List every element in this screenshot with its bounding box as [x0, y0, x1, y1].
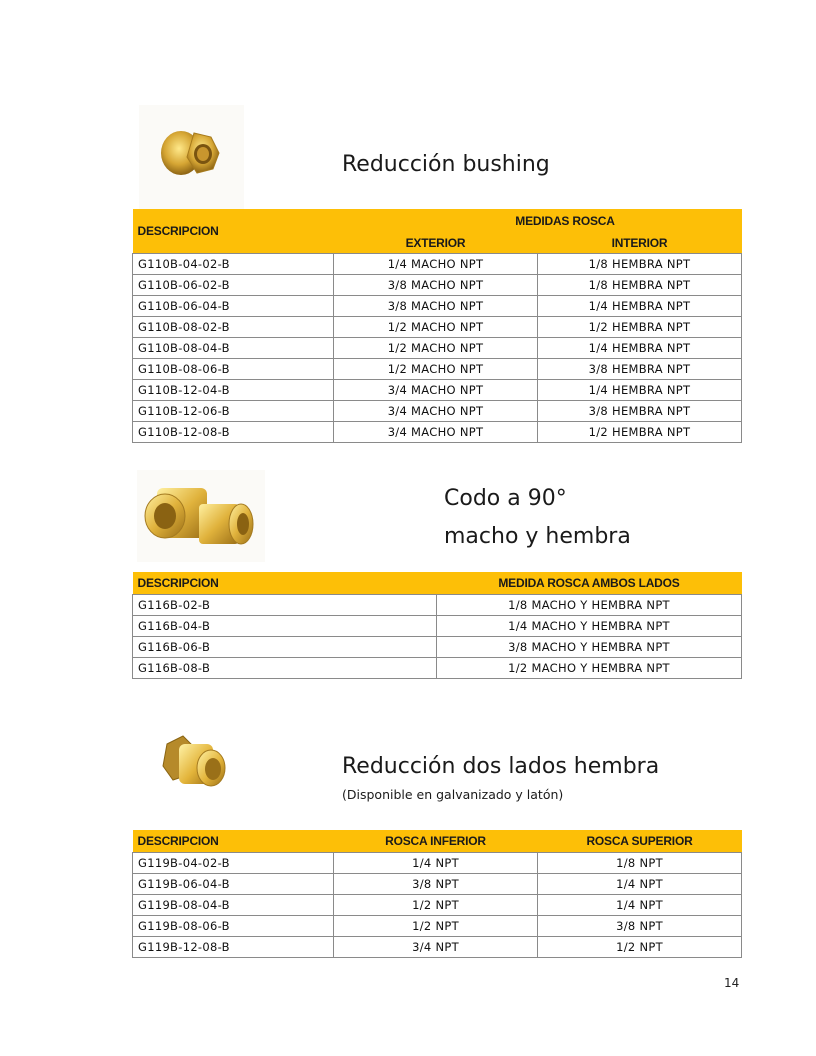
cell-exterior: 3/4 MACHO NPT [334, 380, 538, 401]
cell-code: G110B-12-04-B [133, 380, 334, 401]
section-title-elbow-line1: Codo a 90° [444, 486, 567, 511]
section-title-elbow-line2: macho y hembra [444, 524, 631, 549]
cell-interior: 1/2 HEMBRA NPT [538, 317, 742, 338]
table-row [133, 296, 742, 317]
table-row [133, 658, 742, 679]
header-rosca-inferior: ROSCA INFERIOR [334, 830, 538, 853]
cell-exterior: 1/4 MACHO NPT [334, 254, 538, 275]
cell-code: G119B-08-06-B [133, 916, 334, 937]
cell-medida: 1/8 MACHO Y HEMBRA NPT [437, 595, 742, 616]
cell-code: G110B-08-04-B [133, 338, 334, 359]
cell-rosca-superior: 1/4 NPT [538, 874, 742, 895]
cell-code: G110B-04-02-B [133, 254, 334, 275]
cell-code: G116B-06-B [133, 637, 437, 658]
cell-interior: 1/8 HEMBRA NPT [538, 275, 742, 296]
table-row [133, 937, 742, 958]
cell-interior: 1/4 HEMBRA NPT [538, 380, 742, 401]
cell-rosca-superior: 1/2 NPT [538, 937, 742, 958]
table-header-row [133, 830, 742, 853]
cell-code: G119B-08-04-B [133, 895, 334, 916]
cell-interior: 3/8 HEMBRA NPT [538, 401, 742, 422]
cell-code: G110B-12-06-B [133, 401, 334, 422]
cell-rosca-superior: 3/8 NPT [538, 916, 742, 937]
cell-interior: 3/8 HEMBRA NPT [538, 359, 742, 380]
female-reducer-table [132, 830, 742, 958]
cell-rosca-inferior: 1/4 NPT [334, 853, 538, 874]
header-medida-rosca-ambos-lados: MEDIDA ROSCA AMBOS LADOS [437, 572, 742, 595]
cell-exterior: 1/2 MACHO NPT [334, 317, 538, 338]
cell-code: G110B-08-06-B [133, 359, 334, 380]
table-row [133, 895, 742, 916]
table-row [133, 874, 742, 895]
table-row [133, 275, 742, 296]
cell-medida: 1/2 MACHO Y HEMBRA NPT [437, 658, 742, 679]
cell-rosca-inferior: 1/2 NPT [334, 916, 538, 937]
cell-code: G110B-06-04-B [133, 296, 334, 317]
cell-exterior: 3/4 MACHO NPT [334, 401, 538, 422]
cell-code: G116B-04-B [133, 616, 437, 637]
brass-90-elbow-image [137, 470, 265, 562]
cell-rosca-inferior: 1/2 NPT [334, 895, 538, 916]
cell-rosca-inferior: 3/8 NPT [334, 874, 538, 895]
bushing-table [132, 209, 742, 443]
page-number: 14 [724, 976, 740, 990]
cell-code: G119B-12-08-B [133, 937, 334, 958]
table-row [133, 380, 742, 401]
cell-code: G119B-04-02-B [133, 853, 334, 874]
cell-interior: 1/8 HEMBRA NPT [538, 254, 742, 275]
table-row [133, 338, 742, 359]
cell-interior: 1/4 HEMBRA NPT [538, 296, 742, 317]
cell-interior: 1/4 HEMBRA NPT [538, 338, 742, 359]
table-row [133, 637, 742, 658]
cell-rosca-superior: 1/4 NPT [538, 895, 742, 916]
cell-code: G110B-06-02-B [133, 275, 334, 296]
header-rosca-superior: ROSCA SUPERIOR [538, 830, 742, 853]
brass-hex-bushing-image [139, 105, 244, 210]
cell-interior: 1/2 HEMBRA NPT [538, 422, 742, 443]
cell-code: G119B-06-04-B [133, 874, 334, 895]
cell-exterior: 3/4 MACHO NPT [334, 422, 538, 443]
cell-code: G116B-02-B [133, 595, 437, 616]
section-subtitle-female-reducer: (Disponible en galvanizado y latón) [342, 787, 564, 802]
header-interior: INTERIOR [538, 233, 742, 254]
header-exterior: EXTERIOR [334, 233, 538, 254]
table-row [133, 595, 742, 616]
table-header-row [133, 209, 742, 233]
table-row [133, 317, 742, 338]
table-row [133, 359, 742, 380]
elbow-table [132, 572, 742, 679]
header-descripcion: DESCRIPCION [133, 209, 334, 254]
section-title-female-reducer: Reducción dos lados hembra [342, 754, 660, 779]
table-header-row [133, 572, 742, 595]
cell-rosca-inferior: 3/4 NPT [334, 937, 538, 958]
table-row [133, 853, 742, 874]
table-row [133, 254, 742, 275]
cell-code: G110B-08-02-B [133, 317, 334, 338]
cell-medida: 3/8 MACHO Y HEMBRA NPT [437, 637, 742, 658]
header-descripcion: DESCRIPCION [133, 572, 437, 595]
cell-exterior: 1/2 MACHO NPT [334, 338, 538, 359]
cell-exterior: 3/8 MACHO NPT [334, 275, 538, 296]
header-medidas-rosca: MEDIDAS ROSCA [334, 209, 742, 233]
table-row [133, 422, 742, 443]
cell-code: G110B-12-08-B [133, 422, 334, 443]
table-row [133, 401, 742, 422]
cell-exterior: 3/8 MACHO NPT [334, 296, 538, 317]
table-row [133, 616, 742, 637]
cell-code: G116B-08-B [133, 658, 437, 679]
header-descripcion: DESCRIPCION [133, 830, 334, 853]
table-row [133, 916, 742, 937]
cell-exterior: 1/2 MACHO NPT [334, 359, 538, 380]
cell-medida: 1/4 MACHO Y HEMBRA NPT [437, 616, 742, 637]
section-title-bushing: Reducción bushing [342, 152, 550, 177]
cell-rosca-superior: 1/8 NPT [538, 853, 742, 874]
brass-female-reducer-image [155, 730, 235, 800]
